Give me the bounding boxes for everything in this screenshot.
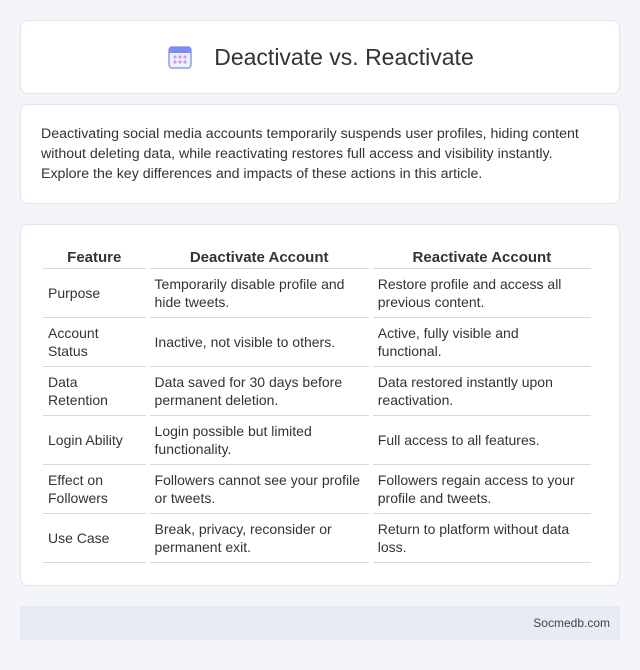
cell-feature: Data Retention	[43, 367, 146, 416]
cell-feature: Effect on Followers	[43, 465, 146, 514]
cell-deactivate: Temporarily disable profile and hide tweets.	[150, 269, 369, 318]
cell-deactivate: Login possible but limited functionality.	[150, 416, 369, 465]
cell-reactivate: Active, fully visible and functional.	[373, 318, 591, 367]
cell-deactivate: Break, privacy, reconsider or permanent exit.	[150, 514, 369, 563]
cell-reactivate: Data restored instantly upon reactivation.	[373, 367, 591, 416]
cell-reactivate: Full access to all features.	[373, 416, 591, 465]
table-row	[43, 416, 591, 465]
cell-reactivate: Followers regain access to your profile and tweets.	[373, 465, 591, 514]
page-title: Deactivate vs. Reactivate	[214, 43, 474, 70]
table-row	[43, 514, 591, 563]
header-reactivate: Reactivate Account	[373, 247, 591, 269]
comparison-table	[39, 247, 595, 563]
intro-card	[20, 104, 620, 204]
cell-deactivate: Data saved for 30 days before permanent deletion.	[150, 367, 369, 416]
cell-feature: Purpose	[43, 269, 146, 318]
table-row	[43, 465, 591, 514]
cell-deactivate: Inactive, not visible to others.	[150, 318, 369, 367]
table-row	[43, 367, 591, 416]
table-row	[43, 318, 591, 367]
footer-site-link[interactable]: Socmedb.com	[533, 616, 610, 630]
cell-feature: Use Case	[43, 514, 146, 563]
title-wrap	[166, 43, 474, 71]
header-feature: Feature	[43, 247, 146, 269]
cell-deactivate: Followers cannot see your profile or tweets.	[150, 465, 369, 514]
table-card	[20, 224, 620, 586]
cell-reactivate: Return to platform without data loss.	[373, 514, 591, 563]
header-deactivate: Deactivate Account	[150, 247, 369, 269]
footer	[20, 606, 620, 640]
title-card	[20, 20, 620, 94]
calendar-icon	[166, 43, 194, 71]
cell-reactivate: Restore profile and access all previous content.	[373, 269, 591, 318]
table-header-row	[43, 247, 591, 269]
cell-feature: Login Ability	[43, 416, 146, 465]
cell-feature: Account Status	[43, 318, 146, 367]
table-row	[43, 269, 591, 318]
intro-text: Deactivating social media accounts temporarily suspends user profiles, hiding content without deleting data, while reactivating restores full access and visibility instantly. Explore the key differences and impacts of these actions in this article.	[41, 126, 579, 182]
